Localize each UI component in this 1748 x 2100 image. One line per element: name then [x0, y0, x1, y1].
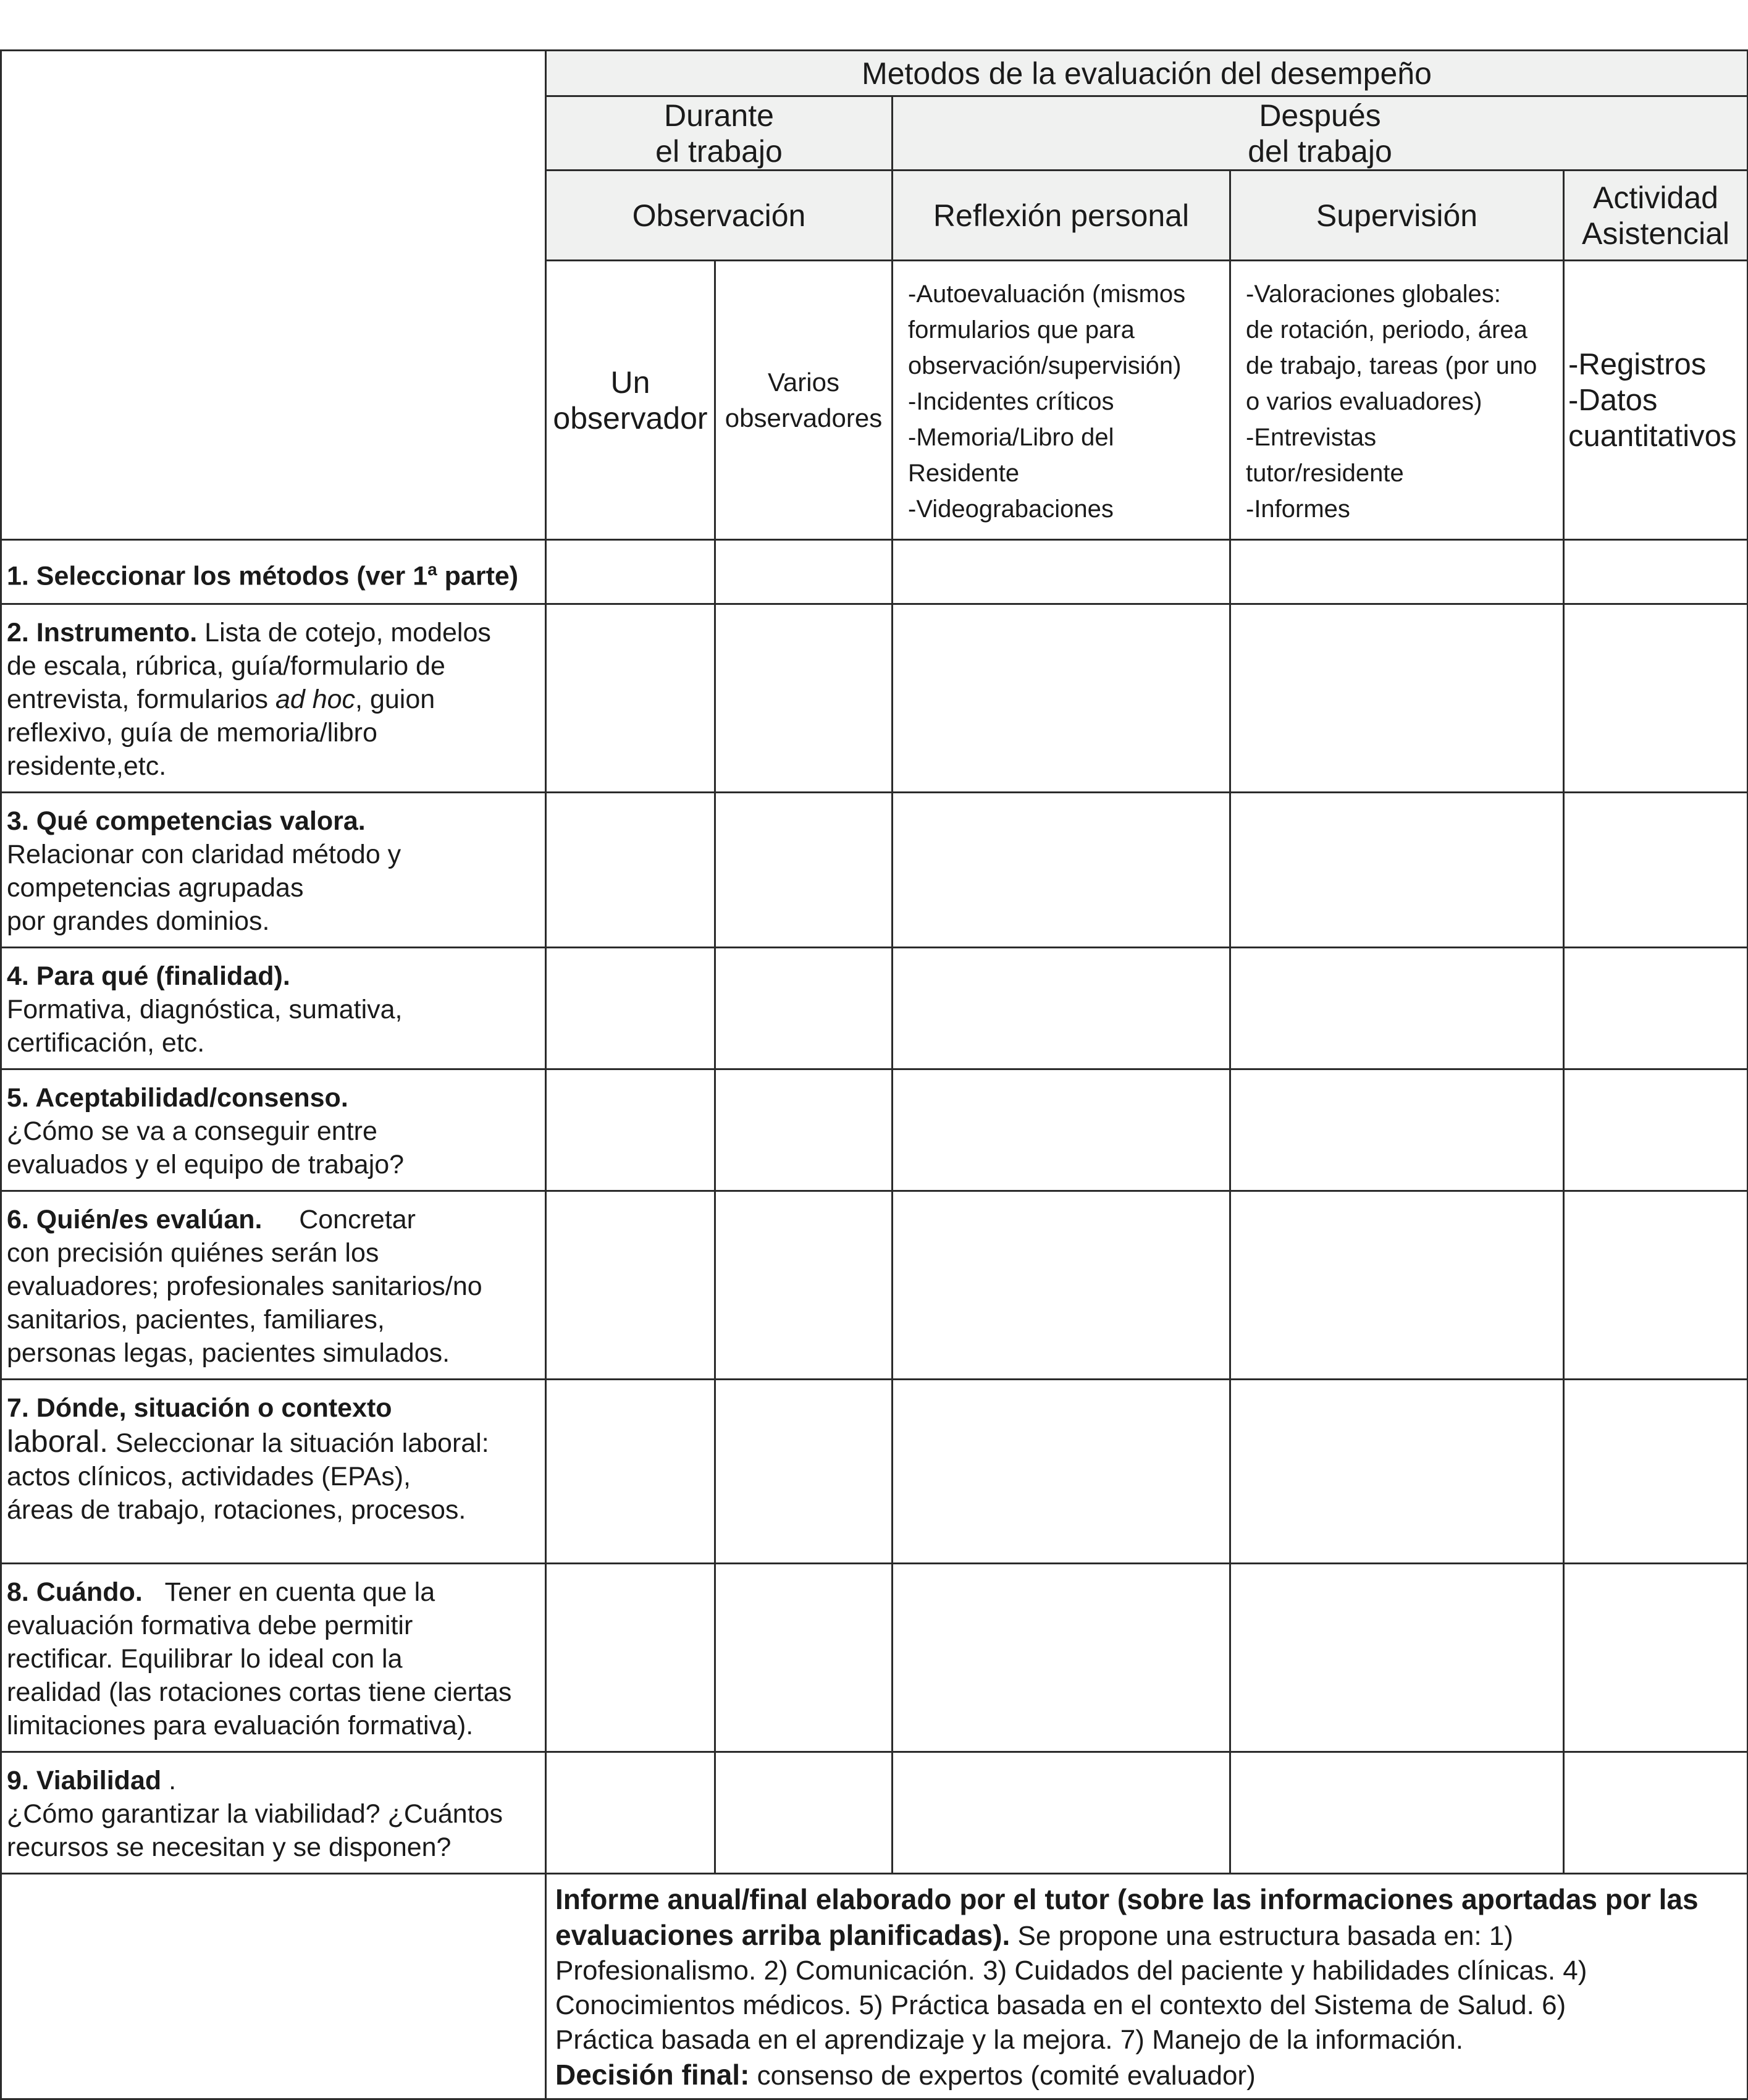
report-line: Práctica basada en el aprendizaje y la mejora. 7) Manejo de la información.	[555, 2025, 1463, 2055]
row2-line: entrevista, formularios	[7, 685, 275, 714]
table-cell	[546, 1752, 715, 1874]
actividad-methods-cell	[1564, 261, 1748, 540]
un-observador-cell	[546, 261, 715, 540]
table-cell	[1230, 948, 1564, 1069]
table-cell	[1564, 1191, 1748, 1380]
supervision-item: -Entrevistas	[1246, 423, 1377, 451]
row7-line: actos clínicos, actividades (EPAs),	[7, 1462, 411, 1491]
reflexion-item: formularios que para	[908, 316, 1135, 344]
table-cell	[1564, 793, 1748, 948]
reflexion-header	[893, 171, 1230, 261]
row6-line: sanitarios, pacientes, familiares,	[7, 1305, 385, 1335]
supervision-header	[1230, 171, 1564, 261]
varios-line2: observadores	[725, 403, 883, 432]
row9-bold: 9. Viabilidad	[7, 1766, 162, 1795]
reflexion-methods-cell	[893, 261, 1230, 540]
table-cell	[893, 1069, 1230, 1191]
row2-line: reflexivo, guía de memoria/libro	[7, 718, 377, 748]
table-cell	[1564, 1752, 1748, 1874]
row5-line: evaluados y el equipo de trabajo?	[7, 1150, 405, 1179]
table-cell	[715, 948, 893, 1069]
during-line2: el trabajo	[655, 133, 783, 169]
varios-line1: Varios	[768, 367, 839, 397]
evaluation-methods-table	[0, 49, 1748, 2100]
reflexion-item: Residente	[908, 459, 1020, 487]
un-observador-line2: observador	[553, 400, 708, 436]
row8-line: evaluación formativa debe permitir	[7, 1611, 413, 1640]
table-cell	[715, 1380, 893, 1564]
main-title: Metodos de la evaluación del desempeño	[862, 56, 1432, 91]
row8-bold: 8. Cuándo.	[7, 1577, 143, 1607]
actividad-item: cuantitativos	[1568, 419, 1737, 453]
during-work-header	[546, 96, 893, 171]
row2-line: de escala, rúbrica, guía/formulario de	[7, 651, 445, 681]
row4-bold: 4. Para qué (finalidad).	[7, 961, 290, 991]
reflexion-item: observación/supervisión)	[908, 352, 1182, 379]
row8-line: rectificar. Equilibrar lo ideal con la	[7, 1644, 403, 1674]
table-cell	[715, 1191, 893, 1380]
table-cell	[1230, 1564, 1564, 1752]
table-cell	[1564, 948, 1748, 1069]
row-label-2	[1, 604, 546, 793]
table-cell	[1564, 604, 1748, 793]
after-line2: del trabajo	[1248, 133, 1392, 169]
row-label-4	[1, 948, 546, 1069]
report-bold-line1: Informe anual/final elaborado por el tutor (sobre las informaciones aportadas por las	[555, 1883, 1699, 1915]
table-cell	[893, 1752, 1230, 1874]
during-line1: Durante	[664, 98, 774, 133]
table-cell	[546, 1191, 715, 1380]
actividad-item: -Datos	[1568, 383, 1658, 417]
top-left-empty-cell	[1, 51, 546, 540]
table-cell	[715, 1752, 893, 1874]
row2-after-italic: , guion	[355, 685, 435, 714]
varios-observadores-cell	[715, 261, 893, 540]
decision-label: Decisión final:	[555, 2059, 750, 2091]
row6-line: con precisión quiénes serán los	[7, 1238, 379, 1268]
row4-line: certificación, etc.	[7, 1028, 205, 1058]
row-label-3	[1, 793, 546, 948]
row8-line: limitaciones para evaluación formativa).	[7, 1711, 474, 1740]
row6-line: evaluadores; profesionales sanitarios/no	[7, 1271, 482, 1301]
row3-line: competencias agrupadas	[7, 873, 304, 903]
row3-line: por grandes dominios.	[7, 906, 270, 936]
supervision-label: Supervisión	[1316, 198, 1478, 233]
row1-bold: 1. Seleccionar los métodos (ver 1	[7, 561, 428, 591]
table-cell	[546, 540, 715, 604]
main-header	[546, 51, 1748, 96]
table-cell	[546, 1564, 715, 1752]
after-work-header	[893, 96, 1748, 171]
row2-italic: ad hoc	[275, 685, 356, 714]
row2-line: Lista de cotejo, modelos	[204, 618, 491, 647]
observacion-label: Observación	[632, 198, 806, 233]
table-cell	[1564, 540, 1748, 604]
reflexion-item: -Videograbaciones	[908, 495, 1114, 523]
row9-line: recursos se necesitan y se disponen?	[7, 1832, 452, 1862]
row2-line: residente,etc.	[7, 751, 167, 781]
row7-big: laboral.	[7, 1424, 108, 1459]
table-cell	[715, 604, 893, 793]
actividad-header	[1564, 171, 1748, 261]
actividad-line1: Actividad	[1593, 180, 1718, 215]
decision-text: consenso de expertos (comité evaluador)	[749, 2060, 1256, 2091]
supervision-item: de trabajo, tareas (por uno	[1246, 352, 1537, 379]
after-line1: Después	[1259, 98, 1381, 133]
row6-line: Concretar	[299, 1205, 416, 1234]
bottom-left-empty-cell	[1, 1874, 546, 2099]
row6-line: personas legas, pacientes simulados.	[7, 1338, 450, 1368]
actividad-line2: Asistencial	[1582, 216, 1729, 251]
row-label-1	[1, 540, 546, 604]
row8-line: realidad (las rotaciones cortas tiene ciertas	[7, 1677, 512, 1707]
table-cell	[893, 540, 1230, 604]
table-cell	[893, 1191, 1230, 1380]
row-label-6	[1, 1191, 546, 1380]
row-label-8	[1, 1564, 546, 1752]
report-line: Profesionalismo. 2) Comunicación. 3) Cuidados del paciente y habilidades clínicas. 4)	[555, 1955, 1587, 1986]
table-cell	[1230, 1380, 1564, 1564]
row4-line: Formativa, diagnóstica, sumativa,	[7, 995, 403, 1024]
row9-line: ¿Cómo garantizar la viabilidad? ¿Cuántos	[7, 1799, 503, 1829]
table-cell	[893, 793, 1230, 948]
supervision-item: tutor/residente	[1246, 459, 1404, 487]
actividad-item: -Registros	[1568, 347, 1707, 381]
row-label-9	[1, 1752, 546, 1874]
row8-line: Tener en cuenta que la	[164, 1577, 435, 1607]
row5-line: ¿Cómo se va a conseguir entre	[7, 1116, 377, 1146]
table-cell	[1564, 1069, 1748, 1191]
reflexion-label: Reflexión personal	[933, 198, 1190, 233]
row6-bold: 6. Quién/es evalúan.	[7, 1205, 263, 1234]
table-cell	[893, 948, 1230, 1069]
table-cell	[1564, 1380, 1748, 1564]
table-cell	[893, 604, 1230, 793]
table-cell	[546, 948, 715, 1069]
row7-line: áreas de trabajo, rotaciones, procesos.	[7, 1495, 466, 1525]
table-cell	[546, 1069, 715, 1191]
table-cell	[1230, 1069, 1564, 1191]
row7-bold: 7. Dónde, situación o contexto	[7, 1393, 392, 1423]
table-cell	[1230, 1752, 1564, 1874]
table-cell	[546, 604, 715, 793]
supervision-item: -Valoraciones globales:	[1246, 280, 1501, 308]
table-cell	[546, 1380, 715, 1564]
report-text-after-bold: Se propone una estructura basada en: 1)	[1010, 1921, 1513, 1951]
un-observador-line1: Un	[610, 365, 650, 400]
supervision-methods-cell	[1230, 261, 1564, 540]
table-cell	[893, 1380, 1230, 1564]
row7-line: Seleccionar la situación laboral:	[115, 1428, 489, 1458]
table-cell	[1230, 1191, 1564, 1380]
table-cell	[715, 793, 893, 948]
table-cell	[546, 793, 715, 948]
reflexion-item: -Incidentes críticos	[908, 387, 1114, 415]
row2-bold: 2. Instrumento.	[7, 618, 198, 647]
supervision-item: o varios evaluadores)	[1246, 387, 1482, 415]
report-line: Conocimientos médicos. 5) Práctica basada en el contexto del Sistema de Salud. 6)	[555, 1990, 1566, 2020]
row1-bold-end: parte)	[437, 561, 519, 591]
table-cell	[1230, 604, 1564, 793]
row3-line: Relacionar con claridad método y	[7, 840, 401, 869]
row1-superscript: a	[427, 560, 437, 580]
observacion-header	[546, 171, 893, 261]
reflexion-item: -Memoria/Libro del	[908, 423, 1114, 451]
final-report-cell	[546, 1874, 1748, 2099]
table-cell	[1230, 540, 1564, 604]
table-cell	[715, 1069, 893, 1191]
table-cell	[715, 540, 893, 604]
table-cell	[1564, 1564, 1748, 1752]
row5-bold: 5. Aceptabilidad/consenso.	[7, 1083, 348, 1113]
row3-bold: 3. Qué competencias valora.	[7, 806, 366, 836]
row-label-7	[1, 1380, 546, 1564]
report-bold-line2: evaluaciones arriba planificadas).	[555, 1919, 1011, 1951]
reflexion-item: -Autoevaluación (mismos	[908, 280, 1186, 308]
row9-after-bold: .	[161, 1766, 177, 1795]
table-cell	[893, 1564, 1230, 1752]
supervision-item: -Informes	[1246, 495, 1350, 523]
row-label-5	[1, 1069, 546, 1191]
table-cell	[1230, 793, 1564, 948]
supervision-item: de rotación, periodo, área	[1246, 316, 1527, 344]
table-cell	[715, 1564, 893, 1752]
